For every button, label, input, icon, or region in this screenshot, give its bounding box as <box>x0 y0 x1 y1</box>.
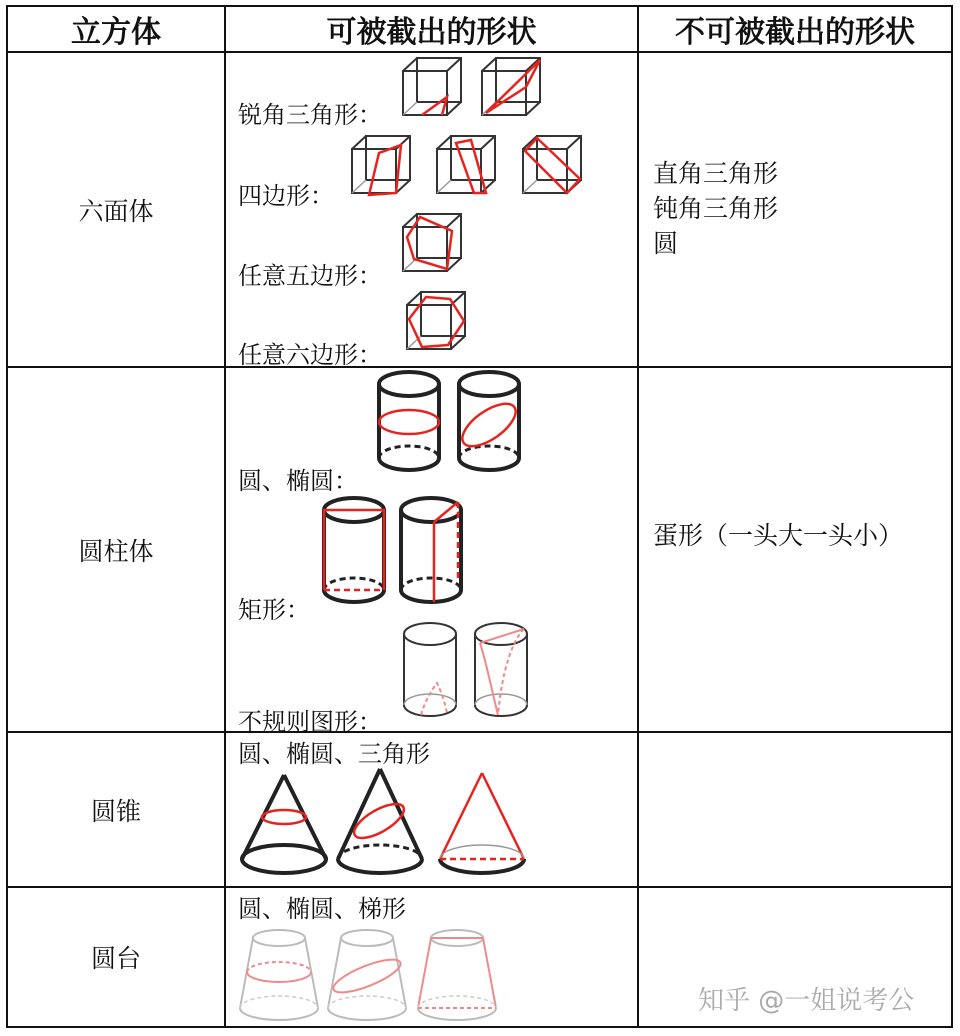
solid-name-hexahedron: 六面体 <box>7 52 225 367</box>
cube-quad-figure-1 <box>351 135 415 199</box>
cylinder-rectangle-figure-1 <box>321 496 387 608</box>
cone-ellipse-figure <box>334 765 426 883</box>
label-quadrilateral: 四边形： <box>238 182 334 210</box>
row-hexahedron <box>7 52 952 367</box>
label-circle-ellipse: 圆、椭圆： <box>238 467 358 495</box>
solids-section-table <box>6 5 953 1028</box>
label-rectangle: 矩形： <box>238 596 310 624</box>
cone-circle-figure <box>238 771 330 883</box>
cone-triangle-figure <box>436 769 528 883</box>
cylinder-rectangle-figure-2 <box>398 496 464 608</box>
cube-hexagon-figure <box>406 291 470 355</box>
label-irregular: 不规则图形： <box>238 708 382 736</box>
cannot-egg-shape: 蛋形（一头大一头小） <box>653 521 904 550</box>
cylinder-circle-figure <box>376 370 442 474</box>
label-cone-shapes: 圆、椭圆、三角形 <box>238 740 430 768</box>
header-cannot-cut: 不可被截出的形状 <box>638 6 952 52</box>
cylinder-irregular-figure-2 <box>472 621 530 721</box>
frustum-trapezoid-figure <box>414 928 500 1024</box>
header-can-cut: 可被截出的形状 <box>225 6 638 52</box>
solid-name-cone: 圆锥 <box>7 732 225 887</box>
cannot-right-triangle: 直角三角形 <box>653 159 779 188</box>
solid-name-frustum: 圆台 <box>7 887 225 1027</box>
frustum-circle-figure <box>236 928 322 1024</box>
header-row <box>7 6 952 52</box>
cube-quad-figure-3 <box>522 135 586 199</box>
cut-shapes-hexahedron <box>225 52 638 367</box>
frustum-ellipse-figure <box>324 928 410 1024</box>
cannot-cylinder <box>638 367 952 732</box>
cannot-circle: 圆 <box>653 229 679 258</box>
cube-quad-figure-2 <box>436 135 500 199</box>
label-hexagon: 任意六边形： <box>238 341 382 369</box>
row-cone <box>7 732 952 887</box>
label-pentagon: 任意五边形： <box>238 262 382 290</box>
label-acute-triangle: 锐角三角形： <box>238 101 382 129</box>
cannot-cone <box>638 732 952 887</box>
cylinder-ellipse-figure <box>456 370 522 474</box>
watermark: 知乎 @一姐说考公 <box>698 986 915 1016</box>
cylinder-irregular-figure-1 <box>401 621 459 721</box>
cube-triangle-figure-1 <box>402 57 466 121</box>
label-frustum-shapes: 圆、椭圆、梯形 <box>238 895 406 923</box>
cannot-obtuse-triangle: 钝角三角形 <box>653 194 779 223</box>
cut-shapes-cylinder <box>225 367 638 736</box>
cut-shapes-cone <box>225 732 638 887</box>
solid-name-cylinder: 圆柱体 <box>7 367 225 732</box>
cannot-hexahedron <box>638 52 952 367</box>
header-solid: 立方体 <box>7 6 225 52</box>
cut-shapes-frustum <box>225 887 638 1027</box>
row-cylinder <box>7 367 952 732</box>
cube-pentagon-figure <box>402 213 466 277</box>
cube-triangle-figure-2 <box>481 57 545 121</box>
